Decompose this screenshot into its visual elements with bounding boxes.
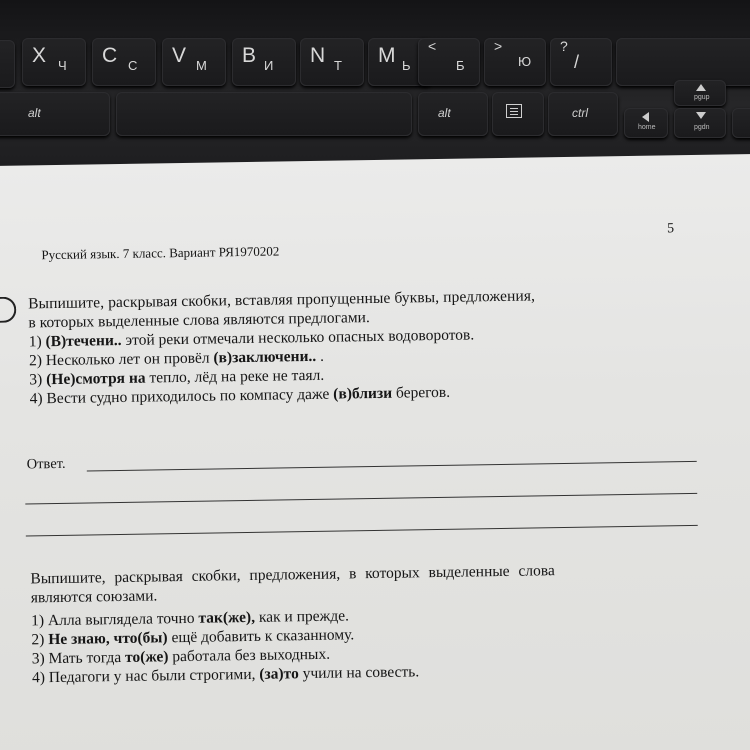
- task-1-instruction-line-1: Выпишите, раскрывая скобки, вставляя пропущенные буквы, предложения,: [28, 287, 536, 313]
- key-pgup-label: pgup: [694, 94, 710, 101]
- key-comma-cyrillic: Б: [456, 58, 465, 73]
- key-b: [232, 38, 296, 86]
- task-2: [30, 561, 556, 687]
- key-comma-symbol: <: [428, 38, 438, 54]
- option-bold-word: (в)заключени..: [213, 347, 317, 367]
- key-v: [162, 38, 226, 86]
- option-rest: тепло, лёд на реке не таял.: [145, 366, 325, 387]
- option-number: 2): [31, 631, 45, 649]
- arrow-left-icon: [642, 112, 649, 122]
- option-bold-word: (в)близи: [333, 384, 393, 403]
- task-2-instruction-line-1: Выпишите, раскрывая скобки, предложения, в которых выделенные слова: [30, 562, 555, 588]
- answer-line-3: [26, 525, 698, 537]
- option-pre: Вести судно приходилось по компасу даже: [46, 385, 334, 408]
- option-pre: Несколько лет он провёл: [45, 349, 214, 370]
- exam-paper-sheet: [0, 154, 750, 750]
- option-bold-word: Не знаю, что(бы): [48, 629, 168, 649]
- key-v-cyrillic: М: [196, 58, 207, 73]
- key-n-cyrillic: Т: [334, 58, 342, 73]
- key-slash: [550, 38, 612, 86]
- page-number: 5: [666, 221, 675, 237]
- key-pgdn-label: pgdn: [694, 124, 710, 131]
- key-arrow-up: [674, 80, 726, 106]
- key-comma: [418, 38, 480, 86]
- task-1: [28, 286, 537, 408]
- key-period: [484, 38, 546, 86]
- key-home-label: home: [638, 124, 656, 131]
- menu-icon: [506, 104, 522, 118]
- key-c-latin: C: [102, 44, 119, 67]
- option-rest: берегов.: [391, 383, 451, 402]
- option-number: 1): [31, 612, 45, 630]
- arrow-down-icon: [696, 112, 706, 119]
- option-number: 4): [31, 669, 46, 687]
- key-arrow-down: [674, 108, 726, 138]
- key-slash-symbol: ?: [560, 38, 569, 54]
- key-x: [22, 38, 86, 86]
- key-x-cyrillic: Ч: [58, 58, 67, 73]
- key-alt-right-label: alt: [438, 106, 451, 120]
- key-n-latin: N: [310, 44, 327, 67]
- key-slash-cyrillic: /: [574, 52, 580, 72]
- task-2-instruction-line-2: являются союзами.: [30, 587, 158, 607]
- option-number: 4): [29, 390, 43, 408]
- key-m-cyrillic: Ь: [402, 58, 411, 73]
- answer-line-2: [25, 493, 697, 505]
- option-rest: ещё добавить к сказанному.: [167, 626, 355, 647]
- key-partial-left: [0, 40, 15, 88]
- option-number: 2): [28, 352, 43, 370]
- key-period-symbol: >: [494, 38, 504, 54]
- option-bold-word: (за)то: [259, 665, 299, 683]
- task-1-instruction-line-2: в которых выделенные слова являются предлогами.: [28, 309, 370, 332]
- option-bold-word: (Не)смотря на: [46, 369, 146, 389]
- key-c: [92, 38, 156, 86]
- key-v-latin: V: [172, 44, 188, 67]
- option-rest: учили на совесть.: [298, 663, 420, 683]
- option-rest: работала без выходных.: [168, 645, 331, 666]
- option-number: 3): [29, 371, 43, 389]
- arrow-up-icon: [696, 84, 706, 91]
- key-arrow-left: [624, 108, 668, 138]
- option-pre: Мать тогда: [48, 648, 126, 668]
- key-x-latin: X: [32, 44, 48, 67]
- key-alt-right: [418, 92, 488, 136]
- key-shift-right: [616, 38, 750, 86]
- key-ctrl-label: ctrl: [572, 106, 588, 120]
- option-rest: как и прежде.: [254, 607, 350, 626]
- key-period-cyrillic: Ю: [518, 54, 532, 69]
- key-menu: [492, 92, 544, 136]
- key-space: [116, 92, 412, 136]
- option-pre: Алла выглядела точно: [47, 609, 199, 630]
- option-number: 3): [31, 650, 45, 668]
- task-number-circle: [0, 297, 16, 323]
- key-b-latin: B: [242, 44, 258, 67]
- key-arrow-right: [732, 108, 750, 138]
- option-number: 1): [28, 333, 42, 351]
- laptop-keyboard: [0, 0, 750, 175]
- option-bold-word: то(же): [124, 648, 169, 666]
- key-n: [300, 38, 364, 86]
- key-m-latin: M: [378, 44, 397, 67]
- option-pre: Педагоги у нас были строгими,: [48, 665, 260, 687]
- option-rest: .: [316, 347, 325, 365]
- option-bold-word: (В)течени..: [45, 331, 122, 351]
- answer-label: Ответ.: [26, 455, 66, 473]
- key-alt-left-label: alt: [28, 106, 41, 120]
- key-c-cyrillic: С: [128, 58, 138, 73]
- page-header: Русский язык. 7 класс. Вариант РЯ1970202: [41, 243, 280, 263]
- key-ctrl-right: [548, 92, 618, 136]
- option-bold-word: так(же),: [198, 608, 256, 627]
- key-b-cyrillic: И: [264, 58, 274, 73]
- answer-line-1: [87, 461, 697, 472]
- key-alt-left: [0, 92, 110, 136]
- option-rest: этой реки отмечали несколько опасных водоворотов.: [121, 326, 475, 349]
